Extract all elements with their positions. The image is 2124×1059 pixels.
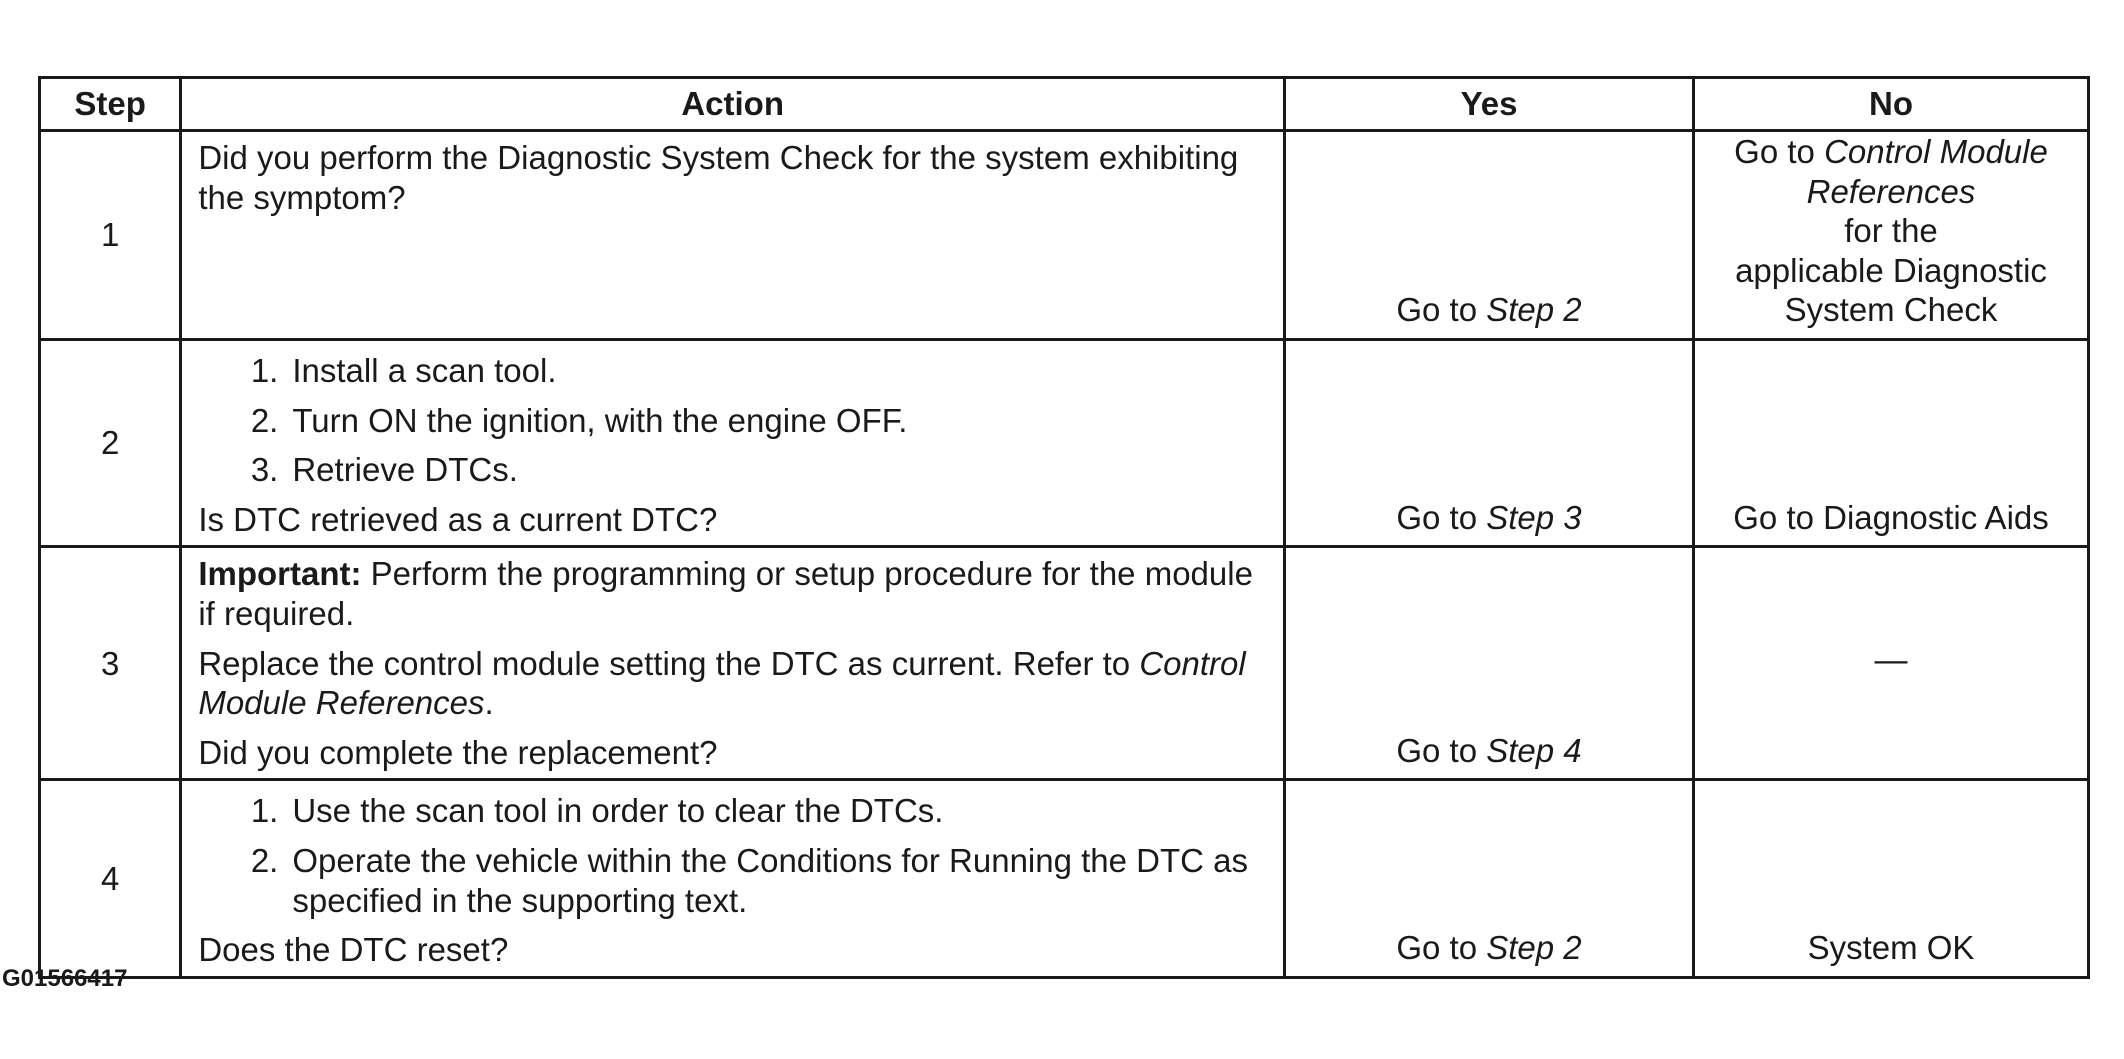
header-yes: Yes xyxy=(1285,78,1694,131)
no-cell xyxy=(1694,131,2089,340)
figure-id: G01566417 xyxy=(2,965,128,992)
header-no: No xyxy=(1694,78,2089,131)
list-item: 2. Operate the vehicle within the Conditions for Running the DTC as specified in the supporting text. xyxy=(250,841,1249,919)
step-number: 1 xyxy=(40,131,181,340)
list-item: 1. Use the scan tool in order to clear the DTCs. xyxy=(250,792,944,830)
step-number: 2 xyxy=(40,339,181,546)
no-cell xyxy=(1694,780,2089,977)
yes-cell xyxy=(1285,780,1694,977)
no-text: System Check xyxy=(1784,291,1998,329)
important-label: Important: xyxy=(198,555,362,593)
list-item: 2. Turn ON the ignition, with the engine OFF. xyxy=(250,401,908,439)
diagnostic-table xyxy=(38,76,2090,979)
no-text: for the xyxy=(1844,212,1938,250)
important-text: Perform the programming or setup procedure for the module if required. xyxy=(198,555,1253,632)
no-link[interactable]: Go to Diagnostic Aids xyxy=(1733,498,2049,536)
list-item: 3. Retrieve DTCs. xyxy=(250,451,518,489)
important-note xyxy=(198,554,1273,633)
yes-cell xyxy=(1285,131,1694,340)
yes-prefix: Go to xyxy=(1396,291,1478,329)
yes-step-link[interactable]: Step 4 xyxy=(1486,731,1582,769)
replace-ref-link[interactable]: Control Module References xyxy=(198,644,1246,722)
no-cell xyxy=(1694,547,2089,780)
step-number: 3 xyxy=(40,547,181,780)
action-cell xyxy=(181,131,1285,340)
yes-prefix: Go to xyxy=(1396,731,1478,769)
action-question: Did you complete the replacement? xyxy=(198,733,718,771)
action-question: Is DTC retrieved as a current DTC? xyxy=(198,500,718,538)
replace-text: Replace the control module setting the DTC as current. Refer to xyxy=(198,644,1131,682)
yes-cell xyxy=(1285,339,1694,546)
no-text: System OK xyxy=(1807,929,1975,967)
no-prefix: Go to xyxy=(1734,133,1815,170)
table-row xyxy=(40,547,2089,780)
action-cell xyxy=(181,547,1285,780)
header-action: Action xyxy=(181,78,1285,131)
yes-step-link[interactable]: Step 2 xyxy=(1486,929,1582,967)
header-row xyxy=(40,78,2089,131)
action-question: Does the DTC reset? xyxy=(198,931,509,969)
table-row xyxy=(40,339,2089,546)
step-number: 4 xyxy=(40,780,181,977)
no-dash: — xyxy=(1874,640,1908,678)
yes-step-link[interactable]: Step 2 xyxy=(1486,291,1582,329)
header-step: Step xyxy=(40,78,181,131)
action-cell xyxy=(181,339,1285,546)
no-cell xyxy=(1694,339,2089,546)
list-item: 1. Install a scan tool. xyxy=(250,351,557,389)
yes-step-link[interactable]: Step 3 xyxy=(1486,498,1582,536)
replace-instruction: Replace the control module setting the DTC as current. Refer to Control Module References. xyxy=(198,644,1246,722)
table-row xyxy=(40,780,2089,977)
no-ref-link-cont[interactable]: References xyxy=(1806,172,1976,210)
no-text: applicable Diagnostic xyxy=(1735,251,2047,289)
yes-prefix: Go to xyxy=(1396,498,1478,536)
action-question: Did you perform the Diagnostic System Check for the system exhibiting the symptom? xyxy=(198,139,1239,216)
action-list xyxy=(198,791,1273,920)
no-ref-link[interactable]: Control Module xyxy=(1824,133,2048,170)
yes-cell xyxy=(1285,547,1694,780)
action-cell xyxy=(181,780,1285,977)
table-row xyxy=(40,131,2089,340)
yes-prefix: Go to xyxy=(1396,929,1478,967)
action-list xyxy=(198,351,1273,490)
